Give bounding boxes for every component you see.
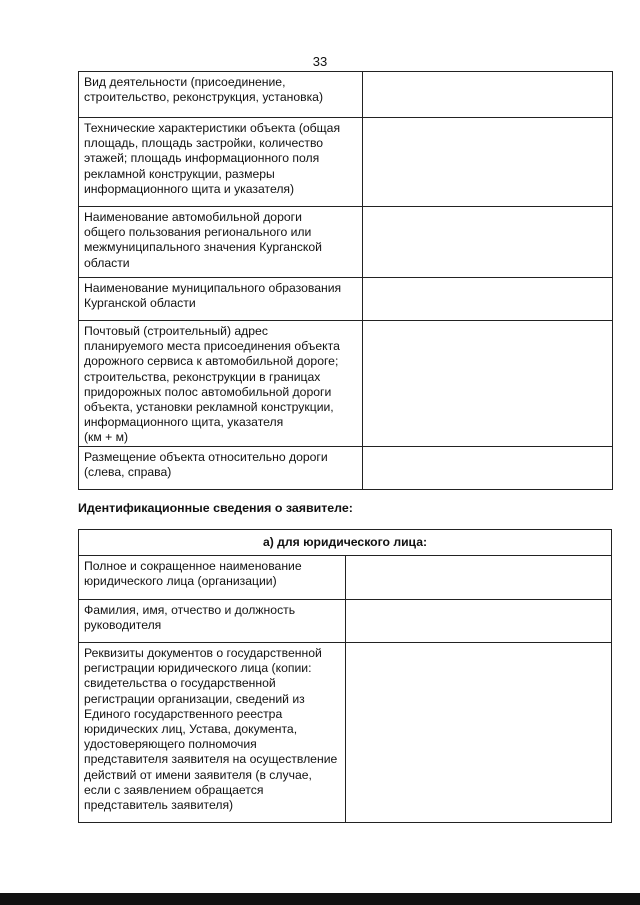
table-row [79,278,613,321]
object-info-table [78,71,613,490]
legal-entity-table [78,529,612,823]
row-label-director-name: Фамилия, имя, отчество и должность руководителя [79,600,346,643]
row-label-activity-type: Вид деятельности (присоединение, строительство, реконструкция, установка) [79,72,363,118]
table-row [79,72,613,118]
scan-edge [0,893,640,905]
row-value-registration-documents[interactable] [345,643,612,823]
table-row [79,643,612,823]
table-row [79,321,613,447]
row-label-postal-address: Почтовый (строительный) адрес планируемого места присоединения объекта дорожного сервиса к автомобильной дороге; строительства, реконструкции в границах придорожных полос автомобильной дороги объекта, установки рекламной конструкции, информационного щита, указателя (км + м) [79,321,363,447]
page-number: 33 [312,54,328,69]
row-value-object-placement[interactable] [363,446,613,489]
row-value-municipality-name[interactable] [363,278,613,321]
table-row [79,207,613,278]
row-label-technical-characteristics: Технические характеристики объекта (общая площадь, площадь застройки, количество этажей; площадь информационного поля рекламной конструкции, размеры информационного щита и указателя) [79,118,363,207]
row-label-legal-name: Полное и сокращенное наименование юридического лица (организации) [79,556,346,600]
row-value-activity-type[interactable] [363,72,613,118]
row-label-municipality-name: Наименование муниципального образования Курганской области [79,278,363,321]
table-row [79,556,612,600]
row-value-technical-characteristics[interactable] [363,118,613,207]
row-label-registration-documents: Реквизиты документов о государственной регистрации юридического лица (копии: свидетельства о государственной регистрации организации, сведений из Единого государственного реестра юридических лиц, Устава, документа, удостоверяющего полномочия представителя заявителя на осуществление действий от имени заявителя (в случае, если с заявлением обращается представитель заявителя) [79,643,346,823]
row-label-object-placement: Размещение объекта относительно дороги (слева, справа) [79,446,363,489]
row-value-postal-address[interactable] [363,321,613,447]
row-value-road-name[interactable] [363,207,613,278]
section-heading-applicant-info: Идентификационные сведения о заявителе: [78,501,353,515]
table-header-row [79,530,612,556]
table-row [79,600,612,643]
table-row [79,446,613,489]
row-label-road-name: Наименование автомобильной дороги общего пользования регионального или межмуниципального значения Курганской области [79,207,363,278]
legal-entity-header: а) для юридического лица: [79,530,612,556]
row-value-legal-name[interactable] [345,556,612,600]
row-value-director-name[interactable] [345,600,612,643]
table-row [79,118,613,207]
